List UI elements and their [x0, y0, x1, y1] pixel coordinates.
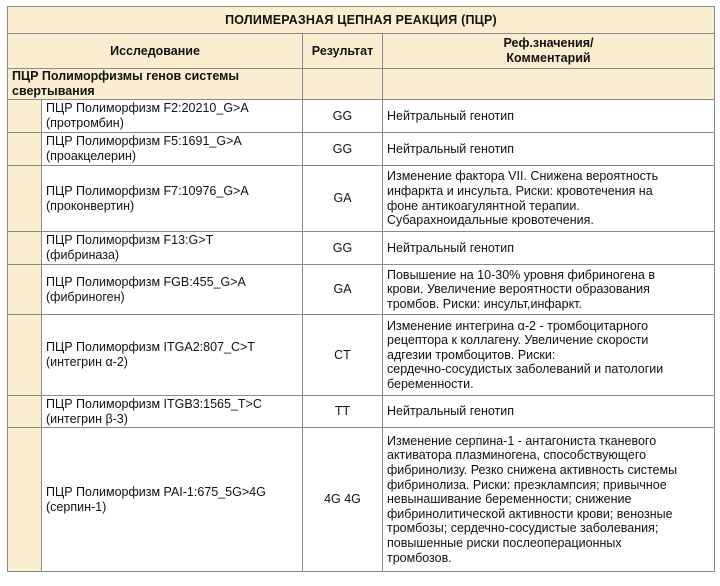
section-title-line2: свертывания	[12, 84, 95, 98]
comment-line: инфаркта и инсульта. Риски: кровотечения на	[387, 183, 653, 198]
comment-line: Нейтральный генотип	[387, 404, 515, 419]
table-row	[8, 396, 715, 428]
table-row	[8, 133, 715, 166]
result-value: GG	[303, 232, 383, 265]
row-indent	[8, 232, 42, 265]
column-header-row	[8, 34, 715, 69]
comment-line: Нейтральный генотип	[387, 141, 515, 156]
comment-line: фибринолиза. Риски: преэклампсия; привычное	[387, 477, 667, 492]
reference-comment	[383, 100, 715, 133]
title-row	[8, 7, 715, 34]
row-indent	[8, 166, 42, 232]
comment-line: Нейтральный генотип	[387, 240, 515, 255]
result-value: 4G 4G	[303, 428, 383, 572]
test-subtitle: (фибриноген)	[46, 289, 125, 304]
reference-comment	[383, 166, 715, 232]
result-value: GG	[303, 133, 383, 166]
test-cell	[42, 315, 303, 396]
reference-comment	[383, 232, 715, 265]
test-name: ПЦР Полиморфизм FGB:455_G>A	[46, 274, 246, 289]
test-subtitle: (фибриназа)	[46, 248, 120, 262]
reference-comment	[383, 133, 715, 166]
test-name: ПЦР Полиморфизм ITGB3:1565_T>C	[46, 396, 262, 411]
test-subtitle: (проконвертин)	[46, 198, 135, 213]
comment-line: беременности.	[387, 376, 474, 391]
row-indent	[8, 428, 42, 572]
test-name: ПЦР Полиморфизм ITGA2:807_C>T	[46, 340, 255, 355]
column-header-result: Результат	[303, 34, 383, 69]
row-indent	[8, 265, 42, 315]
table-row	[8, 232, 715, 265]
test-cell	[42, 133, 303, 166]
comment-line: адгезии тромбоцитов. Риски:	[387, 347, 556, 362]
column-header-reference-line1: Реф.значения/	[503, 36, 594, 51]
reference-comment	[383, 396, 715, 428]
column-header-test: Исследование	[8, 34, 303, 69]
section-title-line1: ПЦР Полиморфизмы генов системы	[12, 69, 240, 84]
result-value: CT	[303, 315, 383, 396]
pcr-results-table	[7, 6, 715, 572]
test-name: ПЦР Полиморфизм F2:20210_G>A	[46, 101, 249, 116]
reference-comment	[383, 428, 715, 572]
row-indent	[8, 133, 42, 166]
comment-line: тромбозы; сердечно-сосудистые заболевания;	[387, 521, 659, 536]
test-cell	[42, 265, 303, 315]
section-empty-result	[303, 69, 383, 100]
comment-line: фибринолизу. Резко снижена активность системы	[387, 463, 678, 478]
comment-line: рецептора к коллагену. Увеличение скорости	[387, 333, 649, 348]
reference-comment	[383, 265, 715, 315]
comment-line: сердечно-сосудистых заболеваний и патологии	[387, 362, 664, 377]
row-indent	[8, 396, 42, 428]
test-subtitle: (интегрин β-3)	[46, 411, 128, 426]
comment-line: Повышение на 10-30% уровня фибриногена в	[387, 267, 655, 282]
table-title: ПОЛИМЕРАЗНАЯ ЦЕПНАЯ РЕАКЦИЯ (ПЦР)	[8, 7, 715, 34]
result-value: GA	[303, 166, 383, 232]
comment-line: активатора плазминогена, способствующего	[387, 448, 647, 463]
row-indent	[8, 315, 42, 396]
result-value: GG	[303, 100, 383, 133]
column-header-reference-line2: Комментарий	[506, 51, 591, 65]
comment-line: фоне антикоагулянтной терапии.	[387, 198, 580, 213]
table-row	[8, 100, 715, 133]
test-cell	[42, 166, 303, 232]
comment-line: Изменение фактора VII. Снижена вероятность	[387, 169, 659, 184]
comment-line: крови. Увеличение вероятности образования	[387, 282, 650, 297]
comment-line: Изменение серпина-1 - антагониста тканевого	[387, 433, 657, 448]
comment-line: тромбов. Риски: инсульт,инфаркт.	[387, 296, 582, 311]
row-indent	[8, 100, 42, 133]
section-row	[8, 69, 715, 100]
comment-line: повышенные риски послеоперационных	[387, 535, 622, 550]
comment-line: невынашивание беременности; снижение	[387, 492, 632, 507]
comment-line: Изменение интегрина α-2 - тромбоцитарного	[387, 318, 649, 333]
test-cell	[42, 100, 303, 133]
comment-line: фибринолитической активности крови; венозные	[387, 506, 673, 521]
test-name: ПЦР Полиморфизм PAI-1:675_5G>4G	[46, 484, 266, 499]
test-cell	[42, 232, 303, 265]
comment-line: Субарахноидальные кровотечения.	[387, 213, 594, 228]
comment-line: тромбозов.	[387, 550, 452, 565]
table-row	[8, 166, 715, 232]
test-name: ПЦР Полиморфизм F13:G>T	[46, 233, 214, 248]
test-cell	[42, 428, 303, 572]
section-empty-comment	[383, 69, 715, 100]
table-row	[8, 265, 715, 315]
reference-comment	[383, 315, 715, 396]
table-row	[8, 315, 715, 396]
test-subtitle: (проакцелерин)	[46, 149, 137, 163]
column-header-reference	[383, 34, 715, 69]
comment-line: Нейтральный генотип	[387, 108, 515, 123]
result-value: TT	[303, 396, 383, 428]
test-subtitle: (серпин-1)	[46, 499, 107, 514]
test-name: ПЦР Полиморфизм F5:1691_G>A	[46, 134, 242, 149]
section-title	[8, 69, 303, 100]
test-cell	[42, 396, 303, 428]
table-row	[8, 428, 715, 572]
test-name: ПЦР Полиморфизм F7:10976_G>A	[46, 183, 249, 198]
result-value: GA	[303, 265, 383, 315]
test-subtitle: (протромбин)	[46, 116, 124, 130]
test-subtitle: (интегрин α-2)	[46, 355, 128, 369]
